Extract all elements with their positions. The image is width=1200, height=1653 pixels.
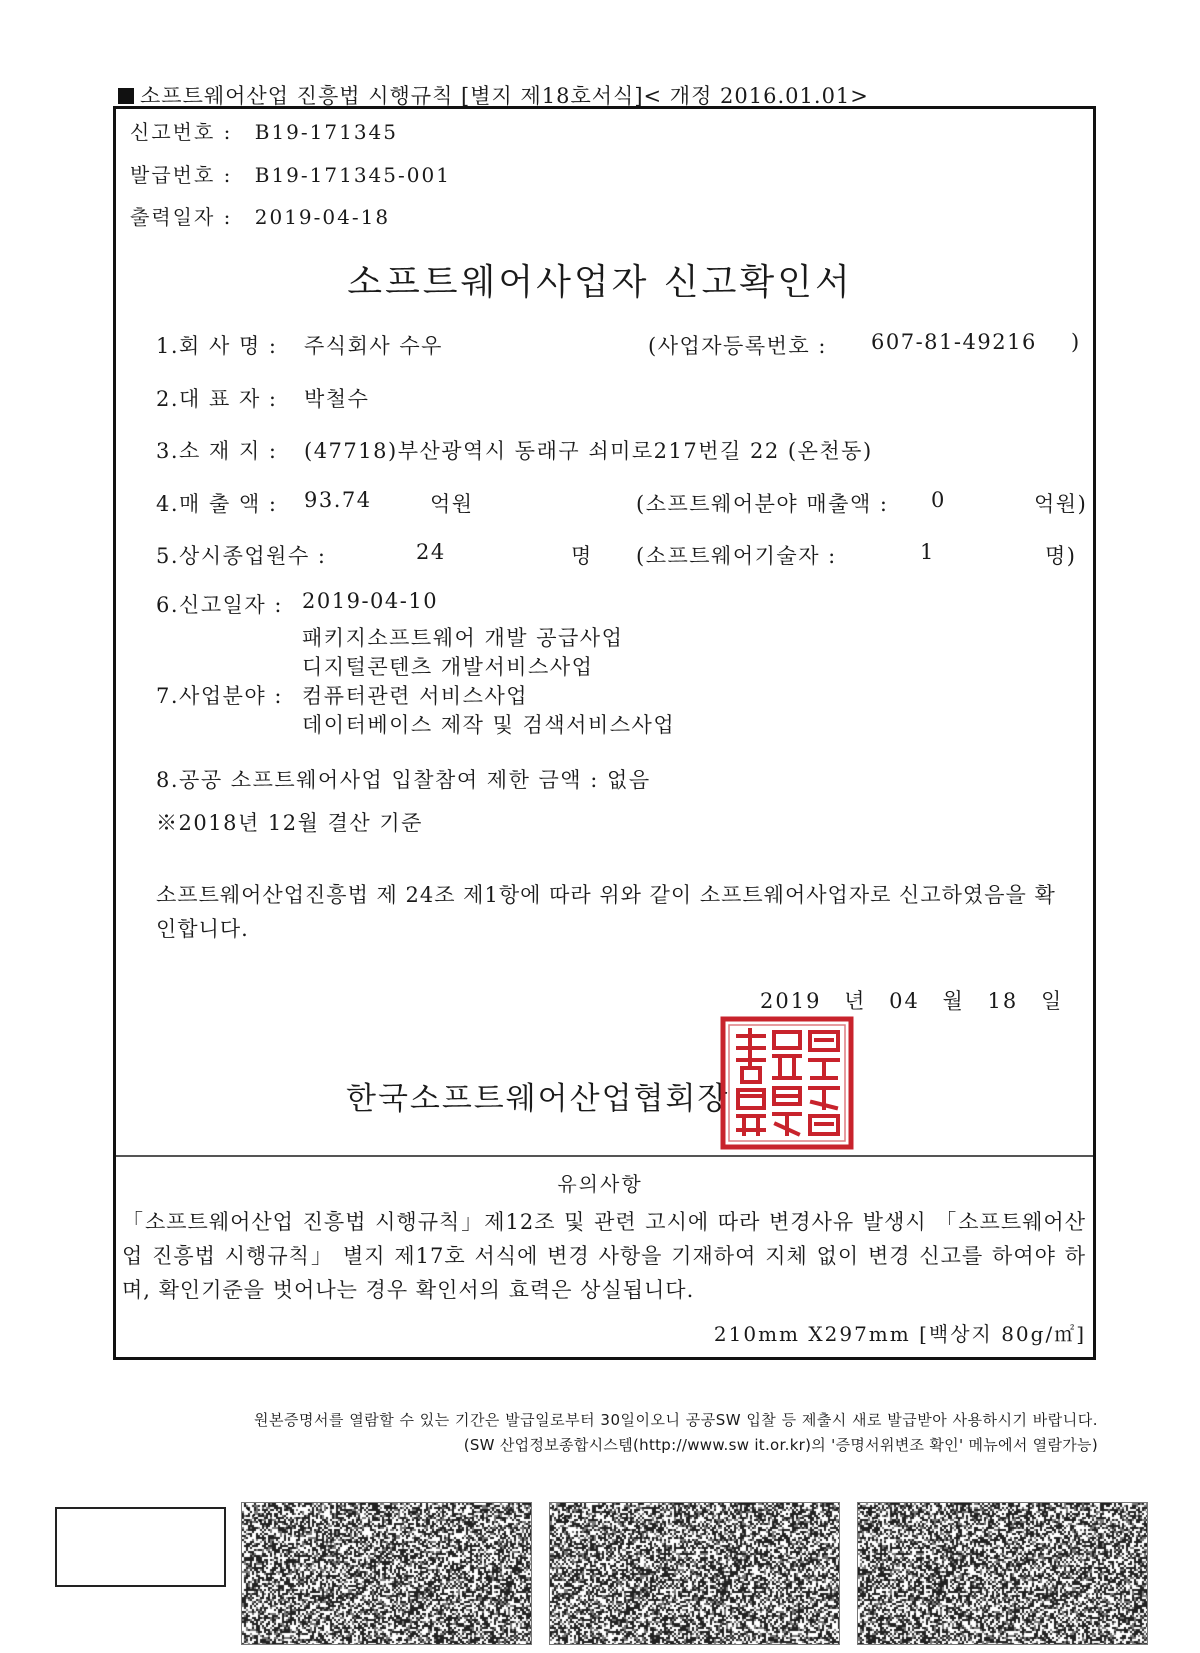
sw-sales-label: (소프트웨어분야 매출액 :	[636, 492, 889, 516]
blank-box	[55, 1507, 226, 1587]
sales-value: 93.74	[304, 488, 372, 512]
date-year-unit: 년	[844, 989, 867, 1013]
sales-unit: 억원	[430, 492, 474, 516]
engineers-unit: 명)	[1045, 544, 1077, 568]
2d-barcode-icon	[241, 1502, 532, 1645]
report-date: 2019-04-10	[302, 589, 439, 613]
sw-sales-unit: 억원)	[1034, 492, 1088, 516]
bid-limit-value: 없음	[607, 768, 651, 792]
issuer-name: 한국소프트웨어산업협회장	[346, 1081, 730, 1117]
business-field: 데이터베이스 제작 및 검색서비스사업	[302, 713, 676, 737]
report-number-row	[130, 116, 398, 145]
notice-divider	[116, 1155, 1093, 1157]
bid-limit-label: 8.공공 소프트웨어사업 입찰참여 제한 금액 :	[156, 768, 599, 792]
employees-label: 5.상시종업원수 :	[156, 544, 327, 568]
issue-number: B19-171345-001	[254, 163, 451, 187]
business-field-label: 7.사업분야 :	[156, 684, 283, 708]
date-day-unit: 일	[1040, 989, 1064, 1013]
form-ref-text: 소프트웨어산업 진흥법 시행규칙 [별지 제18호서식]	[140, 84, 644, 108]
issue-number-row	[130, 159, 451, 188]
report-date-label: 6.신고일자 :	[156, 593, 283, 617]
paper-spec: 210mm X297mm [백상지 80g/㎡]	[713, 1322, 1086, 1346]
document-title: 소프트웨어사업자 신고확인서	[347, 262, 853, 303]
notice-text: 「소프트웨어산업 진흥법 시행규칙」제12조 및 관련 고시에 따라 변경사유 발생시 「소프트웨어산업 진흥법 시행규칙」 별지 제17호 서식에 변경 사항을 기재하여 지체 없이 변경 신고를 하여야 하며, 확인기준을 벗어나는 경우 확인서의 효력은 상실됩니다.	[122, 1210, 1086, 1302]
ceo-label: 2.대 표 자 :	[156, 387, 278, 411]
barcode-pattern	[242, 1503, 532, 1645]
revision-text: < 개정 2016.01.01>	[643, 84, 869, 108]
date-year: 2019	[760, 989, 822, 1013]
ceo-name: 박철수	[304, 387, 370, 411]
barcode-pattern	[858, 1503, 1148, 1645]
business-field: 디지털콘텐츠 개발서비스사업	[302, 655, 594, 679]
sales-label: 4.매 출 액 :	[156, 492, 278, 516]
employees-unit: 명	[571, 544, 593, 568]
business-field: 패키지소프트웨어 개발 공급사업	[302, 626, 624, 650]
date-month: 04	[889, 989, 920, 1013]
date-day: 18	[987, 989, 1019, 1013]
confirmation-text: 소프트웨어산업진흥법 제 24조 제1항에 따라 위와 같이 소프트웨어사업자로 신고하였음을 확인합니다.	[156, 883, 1056, 941]
issue-date	[760, 985, 1063, 1015]
issue-number-label: 발급번호 :	[130, 163, 233, 187]
square-bullet-icon	[118, 88, 134, 104]
footer-note-1: 원본증명서를 열람할 수 있는 기간은 발급일로부터 30일이오니 공공SW 입찰 등 제출시 새로 발급받아 사용하시기 바랍니다.	[254, 1411, 1098, 1429]
report-number: B19-171345	[254, 120, 399, 144]
footer-note-2: (SW 산업정보종합시스템(http://www.sw it.or.kr)의 '증명서위변조 확인' 메뉴에서 열람가능)	[463, 1436, 1098, 1454]
print-date: 2019-04-18	[254, 205, 391, 229]
2d-barcode-icon	[549, 1502, 840, 1645]
address: (47718)부산광역시 동래구 쇠미로217번길 22 (온천동)	[304, 439, 873, 463]
company-label: 1.회 사 명 :	[156, 334, 278, 358]
biz-reg-close: )	[1071, 330, 1081, 354]
biz-reg-number: 607-81-49216	[871, 330, 1037, 354]
sw-sales-value: 0	[931, 488, 946, 512]
company-name: 주식회사 수우	[304, 334, 443, 358]
engineers-label: (소프트웨어기술자 :	[636, 544, 837, 568]
print-date-row	[130, 201, 390, 230]
engineers-value: 1	[920, 540, 935, 564]
report-number-label: 신고번호 :	[130, 120, 233, 144]
print-date-label: 출력일자 :	[130, 205, 233, 229]
basis-note: ※2018년 12월 결산 기준	[156, 811, 423, 835]
notice-title: 유의사항	[557, 1172, 643, 1196]
date-month-unit: 월	[942, 989, 965, 1013]
2d-barcode-icon	[857, 1502, 1148, 1645]
official-seal-icon	[720, 1016, 854, 1150]
address-label: 3.소 재 지 :	[156, 439, 278, 463]
barcode-pattern	[550, 1503, 840, 1645]
biz-reg-label: (사업자등록번호 :	[648, 334, 827, 358]
employees-value: 24	[416, 540, 446, 564]
business-field: 컴퓨터관련 서비스사업	[302, 684, 529, 708]
bid-limit-row	[156, 764, 651, 794]
